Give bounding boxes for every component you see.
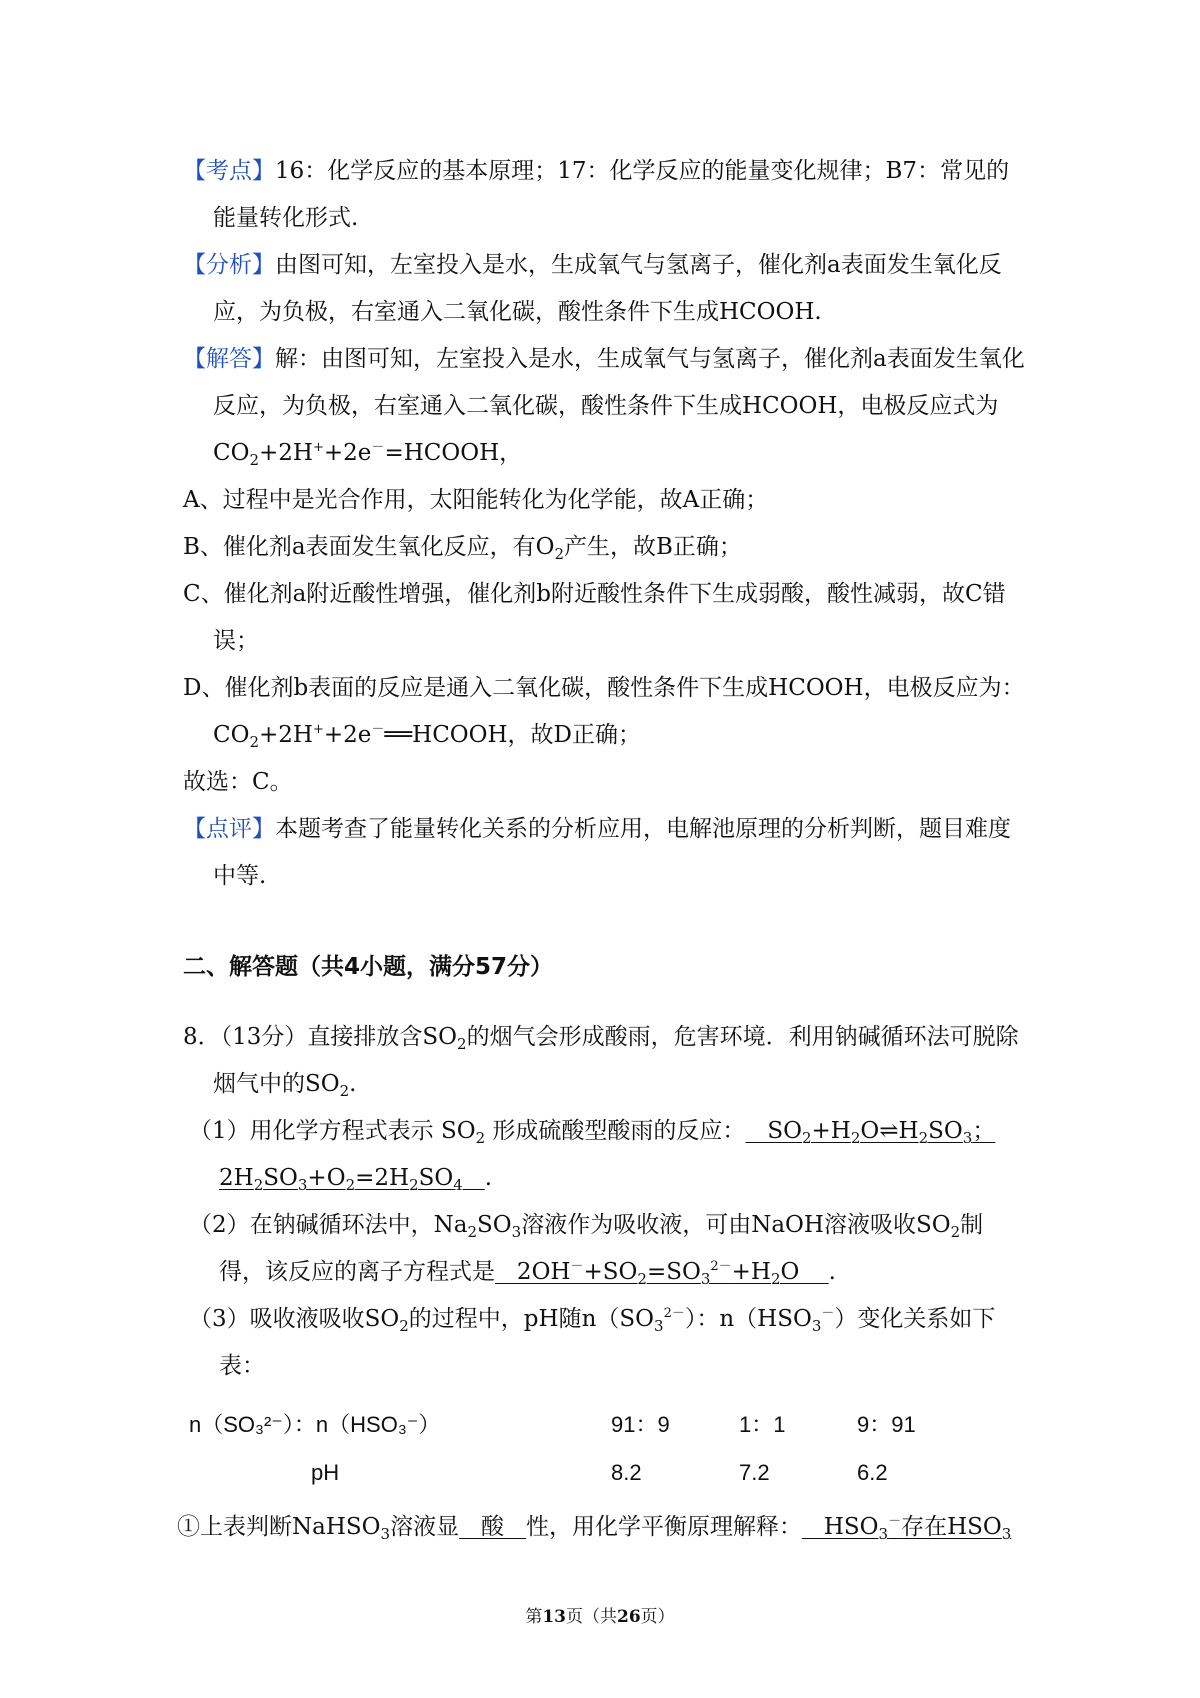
q8-part1-answer: $SO_2+H_2O\rightleftharpoons H_2SO_3$；$2H_2SO_3+O_2=2H_2SO_4$ xyxy=(219,1118,996,1194)
page-content xyxy=(177,148,1028,1551)
option-c: C、催化剂a附近酸性增强，催化剂b附近酸性条件下生成弱酸，酸性减弱，故C错误； xyxy=(183,581,1006,654)
fenxi-tag: 【分析】 xyxy=(183,252,275,278)
dianping-tag: 【点评】 xyxy=(183,816,275,842)
ph-cell: 7.2 xyxy=(739,1460,770,1485)
option-d: D、催化剂b表面的反应是通入二氧化碳，酸性条件下生成HCOOH，电极反应为：$CO_2+2H^++2e^-══HCOOH$，故D正确； xyxy=(183,675,1025,751)
fenxi-text: 由图可知，左室投入是水，生成氧气与氢离子，催化剂a表面发生氧化反应，为负极，右室通入二氧化碳，酸性条件下生成HCOOH. xyxy=(213,252,1002,325)
jieda-tag: 【解答】 xyxy=(183,346,275,372)
q8-part2: （2）在钠碱循环法中，$Na_2SO_3$溶液作为吸收液，可由NaOH溶液吸收$SO_2$制得，该反应的离子方程式是 $2OH^-+SO_2=SO_3^{2-}+H_2O$ . xyxy=(189,1212,984,1288)
ph-label-cell: pH xyxy=(311,1460,340,1485)
page-number: 13 xyxy=(542,1607,566,1627)
q8-part1: （1）用化学方程式表示 $SO_2$ 形成硫酸型酸雨的反应： $SO_2+H_2O\rightleftharpoons H_2SO_3$；$2H_2SO_3+O_2=2H_2SO_4$ . xyxy=(189,1118,996,1194)
ph-cell: 6.2 xyxy=(857,1460,888,1485)
jieda-text: 解：由图可知，左室投入是水，生成氧气与氢离子，催化剂a表面发生氧化反应，为负极，右室通入二氧化碳，酸性条件下生成HCOOH，电极反应式为 xyxy=(213,346,1025,419)
page-footer: 第13页（共26页） xyxy=(525,1607,675,1627)
table-row xyxy=(189,1398,977,1448)
dianping-paragraph xyxy=(183,806,1028,900)
q8-part3-sub1-answer: $HSO_3^-$存在$HSO_3$ xyxy=(801,1514,1012,1543)
option-a: A、过程中是光合作用，太阳能转化为化学能，故A正确； xyxy=(183,487,769,513)
kaodian-text: 16：化学反应的基本原理；17：化学反应的能量变化规律；B7：常见的能量转化形式. xyxy=(213,158,1010,231)
ratio-header-cell: n（SO₃²⁻）：n（HSO₃⁻） xyxy=(189,1411,441,1437)
fenxi-paragraph xyxy=(183,242,1028,336)
section-heading: 二、解答题（共4小题，满分57分） xyxy=(183,954,554,980)
q8-intro: 8．（13分）直接排放含$SO_2$的烟气会形成酸雨，危害环境．利用钠碱循环法可脱除烟气中的$SO_2$. xyxy=(183,1024,1019,1100)
ratio-cell: 9：91 xyxy=(857,1411,916,1437)
page-total: 26 xyxy=(617,1607,641,1627)
kaodian-tag: 【考点】 xyxy=(183,158,275,184)
q8-part3-sub1: ①上表判断NaHSO$_3$溶液显 酸 性，用化学平衡原理解释： $HSO_3^-$存在$HSO_3$ xyxy=(177,1514,1012,1543)
ph-cell: 8.2 xyxy=(611,1460,642,1485)
ratio-cell: 1：1 xyxy=(739,1411,786,1437)
ratio-cell: 91：9 xyxy=(611,1411,670,1437)
q8-part2-answer: $2OH^-+SO_2=SO_3^{2-}+H_2O$ xyxy=(495,1259,829,1288)
q8-part3-sub1-blank: 酸 xyxy=(481,1514,504,1540)
table-row xyxy=(189,1448,977,1498)
jieda-paragraph xyxy=(183,336,1028,477)
jieda-equation: $CO_2+2H^++2e^-=HCOOH$， xyxy=(213,440,523,469)
option-b: B、催化剂a表面发生氧化反应，有$O_2$产生，故B正确； xyxy=(183,534,742,563)
conclusion: 故选：C。 xyxy=(183,769,293,795)
q8-part3: （3）吸收液吸收$SO_2$的过程中，pH随$n(SO_3^{2-})$：$n(HSO_3^-)$变化关系如下表： xyxy=(189,1306,996,1379)
kaodian-paragraph xyxy=(183,148,1028,242)
ph-ratio-table xyxy=(189,1398,977,1498)
dianping-text: 本题考查了能量转化关系的分析应用，电解池原理的分析判断，题目难度中等. xyxy=(213,816,1011,889)
